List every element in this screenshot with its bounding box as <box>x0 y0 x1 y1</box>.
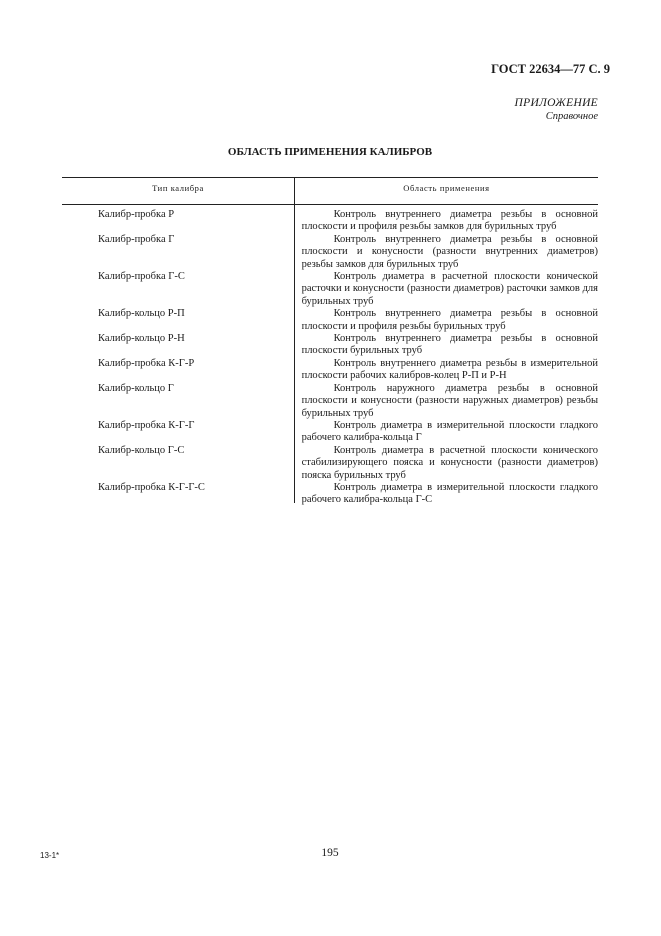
caliber-application: Контроль внутреннего диаметра резьбы в измерительной плоскости рабочих калибров-колец Р-П и Р-Н <box>301 357 598 382</box>
caliber-type: Калибр-кольцо Г-С <box>98 444 185 456</box>
page-title: ОБЛАСТЬ ПРИМЕНЕНИЯ КАЛИБРОВ <box>227 146 433 158</box>
caliber-application: Контроль диаметра в измерительной плоскости гладкого рабочего калибра-кольца Г-С <box>301 481 598 506</box>
print-mark: 13-1* <box>40 851 60 860</box>
table-row <box>62 234 598 271</box>
appendix-note: Справочное <box>545 111 598 122</box>
caliber-application: Контроль внутреннего диаметра резьбы в основной плоскости и профиля резьбы бурильных труб <box>301 308 598 332</box>
column-header-type: Тип калибра <box>152 183 204 193</box>
table-body <box>62 209 598 507</box>
caliber-type: Калибр-кольцо Г <box>98 382 174 394</box>
table-row <box>62 358 598 383</box>
caliber-type: Калибр-кольцо Р-П <box>98 308 185 320</box>
table-row <box>62 209 598 234</box>
caliber-application: Контроль диаметра в расчетной плоскости конической расточки и конусности (разности диаметров) расточки замков для бурильных труб <box>301 271 598 307</box>
table-row <box>62 383 598 420</box>
caliber-application: Контроль внутреннего диаметра резьбы в основной плоскости и профиля резьбы замков для бурильных труб <box>301 209 598 233</box>
table-header-rule <box>62 204 598 205</box>
table-row <box>62 420 598 445</box>
table-row <box>62 445 598 482</box>
table-row <box>62 308 598 333</box>
caliber-application: Контроль внутреннего диаметра резьбы в основной плоскости бурильных труб <box>301 333 598 357</box>
table-top-rule <box>62 177 598 178</box>
document-reference: ГОСТ 22634—77 С. 9 <box>491 62 610 76</box>
caliber-type: Калибр-пробка Г <box>98 233 175 245</box>
page-number: 195 <box>321 847 339 859</box>
caliber-application: Контроль наружного диаметра резьбы в основной плоскости и конусности (разности наружных диаметров) резьбы бурильных труб <box>301 382 598 419</box>
caliber-type: Калибр-пробка Р <box>98 209 175 220</box>
caliber-type: Калибр-пробка К-Г-Р <box>98 357 195 369</box>
caliber-type: Калибр-кольцо Р-Н <box>98 333 185 345</box>
appendix-label: ПРИЛОЖЕНИЕ <box>514 97 598 109</box>
caliber-type: Калибр-пробка К-Г-Г-С <box>98 481 205 493</box>
column-header-application: Область применения <box>403 183 490 193</box>
caliber-type: Калибр-пробка Г-С <box>98 271 185 283</box>
caliber-application: Контроль внутреннего диаметра резьбы в основной плоскости и конусности (разности внутренних диаметров) резьбы замков для бурильных труб <box>301 233 598 270</box>
caliber-type: Калибр-пробка К-Г-Г <box>98 419 195 431</box>
caliber-application: Контроль диаметра в расчетной плоскости конического стабилизирующего пояска и конусности (разности диаметров) пояска бурильных труб <box>301 444 598 481</box>
caliber-application: Контроль диаметра в измерительной плоскости гладкого рабочего калибра-кольца Г <box>301 419 598 444</box>
table-row <box>62 271 598 308</box>
table-row <box>62 482 598 507</box>
table-row <box>62 333 598 358</box>
